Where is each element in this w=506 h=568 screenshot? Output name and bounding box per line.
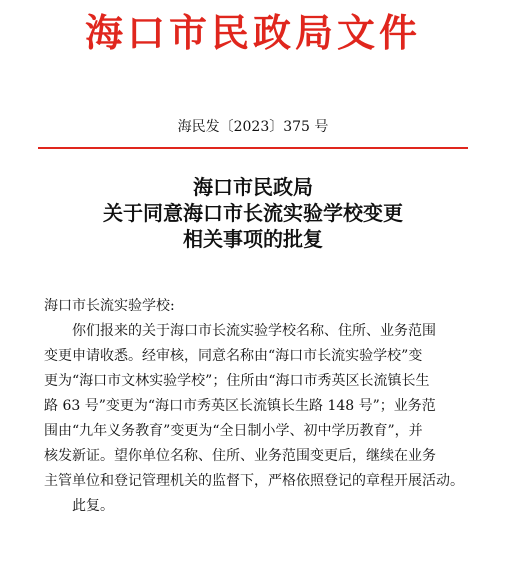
document-title [0, 174, 506, 252]
paragraph-line: 你们报来的关于海口市长流实验学校名称、住所、业务范围 [72, 323, 436, 339]
title-line-type: 相关事项的批复 [183, 227, 323, 251]
title-line-issuer: 海口市民政局 [193, 175, 313, 199]
closing-remark: 此复。 [72, 498, 114, 514]
document-body [44, 294, 480, 519]
document-number: 海民发〔2023〕375 号 [177, 119, 329, 135]
document-masthead: 海口市民政局文件 [84, 10, 421, 55]
paragraph-line: 路 63 号”变更为“海口市秀英区长流镇长生路 148 号”；业务范 [44, 398, 436, 414]
paragraph-line: 围由“九年义务教育”变更为“全日制小学、初中学历教育”，并 [44, 423, 423, 439]
red-divider-line [38, 147, 468, 149]
title-line-subject: 关于同意海口市长流实验学校变更 [103, 201, 403, 225]
salutation: 海口市长流实验学校: [44, 298, 175, 314]
paragraph-line: 主管单位和登记管理机关的监督下，严格依照登记的章程开展活动。 [44, 473, 464, 489]
paragraph-line: 更为“海口市文林实验学校”；住所由“海口市秀英区长流镇长生 [44, 373, 430, 389]
paragraph-line: 变更申请收悉。经审核，同意名称由“海口市长流实验学校”变 [44, 348, 423, 364]
paragraph-line: 核发新证。望你单位名称、住所、业务范围变更后，继续在业务 [44, 448, 436, 464]
